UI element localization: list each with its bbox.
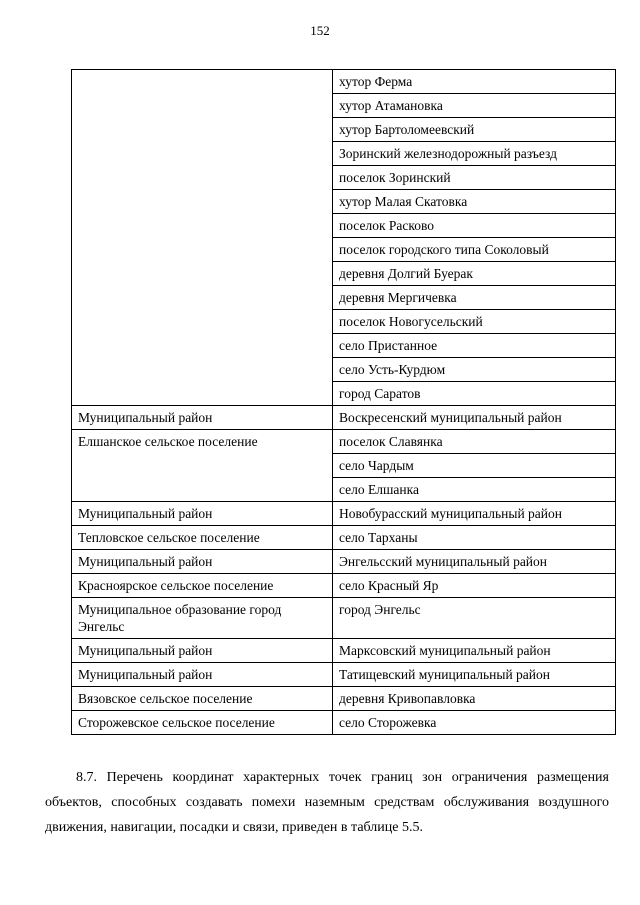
body-paragraph: 8.7. Перечень координат характерных точек границ зон ограничения размещения объектов, способных создавать помехи наземным средствам обслуживания воздушного движения, навигации, посадки и связи, приведен в таблице 5.5. <box>45 770 609 835</box>
table-cell-right: поселок Зоринский <box>333 166 616 190</box>
table-cell-right: поселок Славянка <box>333 430 616 454</box>
table-row <box>72 526 616 550</box>
table-cell-left: Муниципальный район <box>72 550 333 574</box>
table-cell-right: село Тарханы <box>333 526 616 550</box>
table-cell-right: хутор Ферма <box>333 70 616 94</box>
table-cell-right: село Пристанное <box>333 334 616 358</box>
table-cell-right: хутор Бартоломеевский <box>333 118 616 142</box>
table-row <box>72 574 616 598</box>
table-cell-left: Муниципальный район <box>72 406 333 430</box>
table-cell-right: Зоринский железнодорожный разъезд <box>333 142 616 166</box>
table-cell-right: город Саратов <box>333 382 616 406</box>
table-cell-right: село Чардым <box>333 454 616 478</box>
table-cell-left: Тепловское сельское поселение <box>72 526 333 550</box>
table-cell-left: Елшанское сельское поселение <box>72 430 333 502</box>
table-cell-right: поселок Новогусельский <box>333 310 616 334</box>
table-cell-right: деревня Кривопавловка <box>333 687 616 711</box>
table-cell-left: Красноярское сельское поселение <box>72 574 333 598</box>
table-row <box>72 70 616 94</box>
table-row <box>72 687 616 711</box>
table-cell-left <box>72 70 333 406</box>
table-row <box>72 502 616 526</box>
table-cell-right: поселок городского типа Соколовый <box>333 238 616 262</box>
table-cell-left: Муниципальный район <box>72 663 333 687</box>
table-row <box>72 639 616 663</box>
table-cell-right: Татищевский муниципальный район <box>333 663 616 687</box>
page-number: 152 <box>310 23 330 38</box>
table-body <box>72 70 616 735</box>
table-cell-right: Энгельсский муниципальный район <box>333 550 616 574</box>
settlements-table <box>71 69 616 735</box>
table-cell-right: Марксовский муниципальный район <box>333 639 616 663</box>
table-row <box>72 550 616 574</box>
table-row <box>72 406 616 430</box>
table-row <box>72 430 616 454</box>
table-cell-left: Муниципальный район <box>72 502 333 526</box>
table-cell-right: деревня Мергичевка <box>333 286 616 310</box>
table-cell-right: поселок Расково <box>333 214 616 238</box>
table-cell-right: село Сторожевка <box>333 711 616 735</box>
table-cell-right: село Елшанка <box>333 478 616 502</box>
table-cell-right: город Энгельс <box>333 598 616 639</box>
table-row <box>72 598 616 639</box>
table-cell-right: село Усть-Курдюм <box>333 358 616 382</box>
table-row <box>72 711 616 735</box>
table-cell-right: деревня Долгий Буерак <box>333 262 616 286</box>
table-cell-right: хутор Атамановка <box>333 94 616 118</box>
table-cell-right: хутор Малая Скатовка <box>333 190 616 214</box>
table-cell-right: село Красный Яр <box>333 574 616 598</box>
table-cell-right: Воскресенский муниципальный район <box>333 406 616 430</box>
table-cell-left: Муниципальное образование город Энгельс <box>72 598 333 639</box>
table-cell-left: Сторожевское сельское поселение <box>72 711 333 735</box>
table-row <box>72 663 616 687</box>
table-cell-left: Вязовское сельское поселение <box>72 687 333 711</box>
table-cell-right: Новобурасский муниципальный район <box>333 502 616 526</box>
table-cell-left: Муниципальный район <box>72 639 333 663</box>
